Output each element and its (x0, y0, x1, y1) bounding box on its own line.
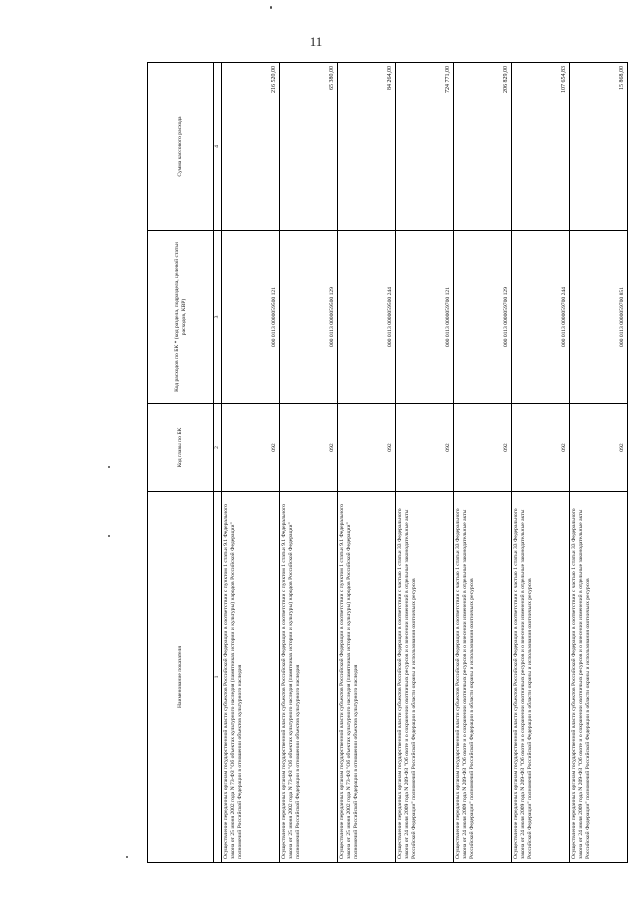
table-row (222, 63, 280, 863)
column-number: 4 (214, 63, 222, 231)
row-name: Осуществление переданных органам государственной власти субъектов Российской Федерации в соответствии с частью 1 статьи 33 Федерального закона от 24 июля 2009 года N 209-ФЗ "Об охоте и о сохранении охотничьих ресурсов и о внесении изменений в отдельные законодательные акты Российской Федерации" полномочий Российской Федерации в области охраны и использования охотничьих ресурсов (396, 492, 454, 863)
column-number: 2 (214, 404, 222, 492)
row-expense-code: 000 0113 0000059700 851 (570, 231, 628, 404)
header-expense-code: Код расходов по БК * (код раздела, подраздела, целевой статьи расходов, КВР) (148, 231, 214, 404)
table-row (280, 63, 338, 863)
row-expense-code: 000 0113 0000059700 129 (454, 231, 512, 404)
header-amount: Сумма кассового расхода (148, 63, 214, 231)
scan-speck (270, 6, 272, 9)
expense-table (147, 62, 628, 863)
table-row (454, 63, 512, 863)
row-expense-code: 000 0113 0000059700 244 (512, 231, 570, 404)
column-number: 1 (214, 492, 222, 863)
row-expense-code: 000 0113 0000059700 121 (396, 231, 454, 404)
table-row (338, 63, 396, 863)
scan-speck (108, 466, 110, 468)
row-expense-code: 000 0113 0000059500 244 (338, 231, 396, 404)
row-expense-code: 000 0113 0000059500 121 (222, 231, 280, 404)
row-name: Осуществление переданных органам государственной власти субъектов Российской Федерации в соответствии с пунктом 1 статьи 9.1 Федерального закона от 25 июня 2002 года N 73-ФЗ "Об объектах культурного наследия (памятниках истории и культуры) народов Российской Федерации" полномочий Российской Федерации в отношении объектов культурного наследия (222, 492, 280, 863)
row-amount: 107 654,83 (512, 63, 570, 231)
row-name: Осуществление переданных органам государственной власти субъектов Российской Федерации в соответствии с частью 1 статьи 33 Федерального закона от 24 июля 2009 года N 209-ФЗ "Об охоте и о сохранении охотничьих ресурсов и о внесении изменений в отдельные законодательные акты Российской Федерации" полномочий Российской Федерации в области охраны и использования охотничьих ресурсов (512, 492, 570, 863)
row-chapter-code: 092 (222, 404, 280, 492)
row-name: Осуществление переданных органам государственной власти субъектов Российской Федерации в соответствии с частью 1 статьи 33 Федерального закона от 24 июля 2009 года N 209-ФЗ "Об охоте и о сохранении охотничьих ресурсов и о внесении изменений в отдельные законодательные акты Российской Федерации" полномочий Российской Федерации в области охраны и использования охотничьих ресурсов (570, 492, 628, 863)
column-number-row (214, 63, 222, 863)
header-chapter-code: Код главы по БК (148, 404, 214, 492)
row-amount: 206 829,00 (454, 63, 512, 231)
row-amount: 65 380,00 (280, 63, 338, 231)
row-chapter-code: 092 (512, 404, 570, 492)
row-expense-code: 000 0113 0000059500 129 (280, 231, 338, 404)
row-name: Осуществление переданных органам государственной власти субъектов Российской Федерации в соответствии с пунктом 1 статьи 9.1 Федерального закона от 25 июня 2002 года N 73-ФЗ "Об объектах культурного наследия (памятниках истории и культуры) народов Российской Федерации" полномочий Российской Федерации в отношении объектов культурного наследия (280, 492, 338, 863)
page-number: 11 (309, 34, 323, 49)
rotated-table-container (147, 63, 626, 863)
header-name: Наименование показателя (148, 492, 214, 863)
scan-speck (108, 535, 110, 537)
table-row (396, 63, 454, 863)
table-row (512, 63, 570, 863)
row-chapter-code: 092 (338, 404, 396, 492)
row-chapter-code: 092 (396, 404, 454, 492)
row-chapter-code: 092 (280, 404, 338, 492)
row-amount: 216 520,00 (222, 63, 280, 231)
row-chapter-code: 092 (570, 404, 628, 492)
row-name: Осуществление переданных органам государственной власти субъектов Российской Федерации в соответствии с частью 1 статьи 33 Федерального закона от 24 июля 2009 года N 209-ФЗ "Об охоте и о сохранении охотничьих ресурсов и о внесении изменений в отдельные законодательные акты Российской Федерации" полномочий Российской Федерации в области охраны и использования охотничьих ресурсов (454, 492, 512, 863)
scan-speck (126, 856, 128, 858)
row-name: Осуществление переданных органам государственной власти субъектов Российской Федерации в соответствии с пунктом 1 статьи 9.1 Федерального закона от 25 июня 2002 года N 73-ФЗ "Об объектах культурного наследия (памятниках истории и культуры) народов Российской Федерации" полномочий Российской Федерации в отношении объектов культурного наследия (338, 492, 396, 863)
row-amount: 724 771,00 (396, 63, 454, 231)
row-chapter-code: 092 (454, 404, 512, 492)
row-amount: 15 868,00 (570, 63, 628, 231)
row-amount: 84 264,00 (338, 63, 396, 231)
column-number: 3 (214, 231, 222, 404)
table-row (570, 63, 628, 863)
table-header-row (148, 63, 214, 863)
